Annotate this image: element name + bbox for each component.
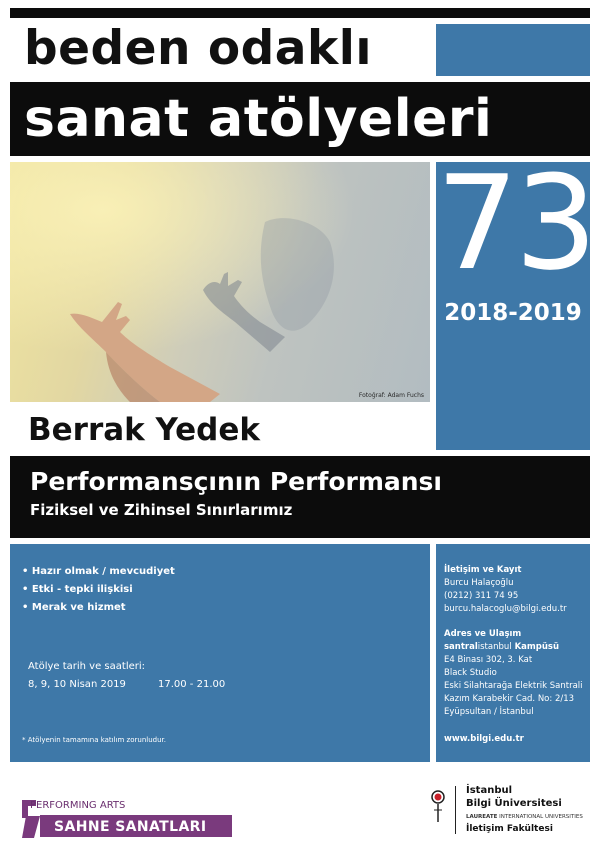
list-item: • Merak ve hizmet [22, 602, 126, 613]
campus-name-regular: istanbul [477, 642, 512, 652]
edition-number: 73 [436, 147, 594, 299]
university-name-line1: İstanbul [466, 785, 513, 796]
campus-name-bold-b: Kampüsü [511, 642, 560, 652]
address-line: Black Studio [444, 668, 497, 678]
faculty-name: İletişim Fakültesi [466, 824, 553, 834]
top-accent-block [436, 24, 590, 76]
series-title-line2: sanat atölyeleri [24, 89, 493, 149]
address-line: Kazım Karabekir Cad. No: 2/13 [444, 694, 575, 704]
address-heading: Adres ve Ulaşım [444, 629, 522, 639]
schedule-times: 17.00 - 21.00 [158, 679, 226, 690]
workshop-title: Performansçının Performansı [30, 467, 442, 496]
laureate-rest: INTERNATIONAL UNIVERSITIES [497, 814, 583, 820]
university-name-line2: Bilgi Üniversitesi [466, 798, 562, 809]
university-seal-icon [428, 786, 448, 824]
schedule-heading: Atölye tarih ve saatleri: [28, 661, 146, 672]
artist-name: Berrak Yedek [28, 412, 261, 448]
address-line: E4 Binası 302, 3. Kat [444, 655, 533, 665]
website-link[interactable]: www.bilgi.edu.tr [444, 734, 524, 744]
sahne-sanatlari-label: SAHNE SANATLARI [54, 819, 207, 835]
campus-name-bold-a: santral [444, 642, 478, 652]
address-line: Eyüpsultan / İstanbul [444, 707, 534, 717]
contact-name: Burcu Halaçoğlu [444, 578, 514, 588]
list-item: • Etki - tepki ilişkisi [22, 584, 133, 595]
contact-phone[interactable]: (0212) 311 74 95 [444, 591, 519, 601]
season-years: 2018-2019 [444, 300, 582, 326]
contact-email[interactable]: burcu.halacoglu@bilgi.edu.tr [444, 604, 567, 614]
list-item: • Hazır olmak / mevcudiyet [22, 566, 175, 577]
series-title-line1: beden odaklı [24, 21, 372, 76]
top-rule [10, 8, 590, 18]
performing-arts-label: PERFORMING ARTS [30, 800, 126, 811]
attendance-note: * Atölyenin tamamına katılım zorunludur. [22, 736, 166, 744]
workshop-subtitle: Fiziksel ve Zihinsel Sınırlarımız [30, 501, 293, 519]
logo-divider [455, 786, 456, 834]
workshop-photo [10, 162, 430, 402]
photo-credit: Fotoğraf: Adam Fuchs [358, 392, 424, 399]
contact-heading: İletişim ve Kayıt [444, 565, 522, 575]
topic-list [22, 563, 175, 617]
campus-name [444, 641, 559, 654]
schedule-dates: 8, 9, 10 Nisan 2019 [28, 679, 126, 690]
laureate-line [466, 813, 583, 821]
address-line: Eski Silahtarağa Elektrik Santrali [444, 681, 583, 691]
shadow-hands-image [10, 162, 430, 402]
laureate-bold: LAUREATE [466, 814, 498, 820]
